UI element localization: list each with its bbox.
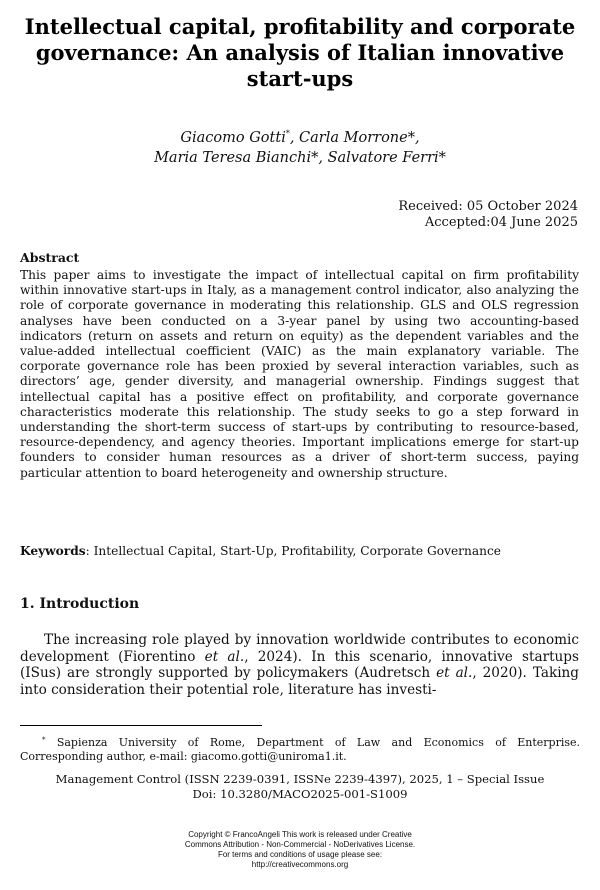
accepted-date: Accepted:04 June 2025	[424, 215, 578, 230]
intro-etal-1: et al.	[204, 648, 245, 665]
keywords-text: : Intellectual Capital, Start-Up, Profitability, Corporate Governance	[85, 544, 502, 558]
introduction-paragraph	[20, 632, 579, 698]
keywords-label: Keywords	[20, 544, 86, 558]
section-heading-introduction: 1. Introduction	[20, 596, 140, 612]
abstract-heading: Abstract	[20, 250, 80, 265]
journal-info	[20, 772, 580, 801]
author-names: , Carla Morrone*,	[289, 130, 420, 146]
footnote	[20, 734, 580, 763]
footnote-mark: *	[42, 736, 46, 744]
author-list	[20, 124, 580, 168]
received-date: Received: 05 October 2024	[398, 199, 578, 214]
footnote-text: Sapienza University of Rome, Department of Law and Economics of Enterprise. Corresponding author, e-mail: giacomo.gotti@uniroma1.it.	[20, 736, 580, 763]
author-name: Giacomo Gotti	[180, 130, 286, 146]
intro-text-3: , 2020). Taking into consideration their potential role, literature has investi-	[20, 665, 579, 698]
license-link[interactable]: http://creativecommons.org	[251, 860, 349, 869]
journal-citation: Management Control (ISSN 2239-0391, ISSNe 2239-4397), 2025, 1 – Special Issue	[55, 772, 545, 786]
author-line-2: Maria Teresa Bianchi*, Salvatore Ferri*	[154, 150, 446, 166]
terms-line: For terms and conditions of usage please see:	[217, 850, 383, 859]
journal-doi: Doi: 10.3280/MACO2025-001-S1009	[192, 786, 408, 801]
license-line: Commons Attribution - Non-Commercial - NoDerivatives License.	[184, 840, 416, 849]
intro-text-1: The increasing role played by innovation worldwide contributes to economic development (Fiorentino	[20, 632, 579, 665]
intro-text-2: , 2024). In this scenario, innovative startups (ISus) are strongly supported by policymakers (Audretsch	[20, 648, 579, 682]
copyright-line: Copyright © FrancoAngeli This work is released under Creative	[188, 830, 412, 839]
author-line-1	[20, 124, 580, 148]
intro-etal-2: et al.	[436, 665, 473, 682]
footnote-divider	[20, 725, 262, 726]
submission-dates	[398, 199, 578, 231]
copyright-notice	[0, 830, 600, 870]
keywords	[20, 544, 580, 559]
paper-title: Intellectual capital, profitability and corporate governance: An analysis of Italian innovative start-ups	[24, 14, 576, 91]
abstract-text: This paper aims to investigate the impact of intellectual capital on firm profitability within innovative start-ups in Italy, as a management control indicator, also analyzing the role of corporate governance in moderating this relationship. GLS and OLS regression analyses have been conducted on a 3-year panel by using two accounting-based indicators (return on assets and return on equity) as the dependent variables and the value-added intellectual coefficient (VAIC) as the main explanatory variable. The corporate governance role has been proxied by several interaction variables, such as directors’ age, gender diversity, and managerial ownership. Findings suggest that intellectual capital has a positive effect on profitability, and corporate governance characteristics moderate this relationship. The study seeks to go a step forward in understanding the short-term success of start-ups by contributing to resource-based, resource-dependency, and agency theories. Important implications emerge for start-up founders to consider human resources as a driver of short-term success, paying particular attention to board heterogeneity and ownership structure.	[20, 268, 579, 480]
author-mark: *	[285, 129, 290, 138]
